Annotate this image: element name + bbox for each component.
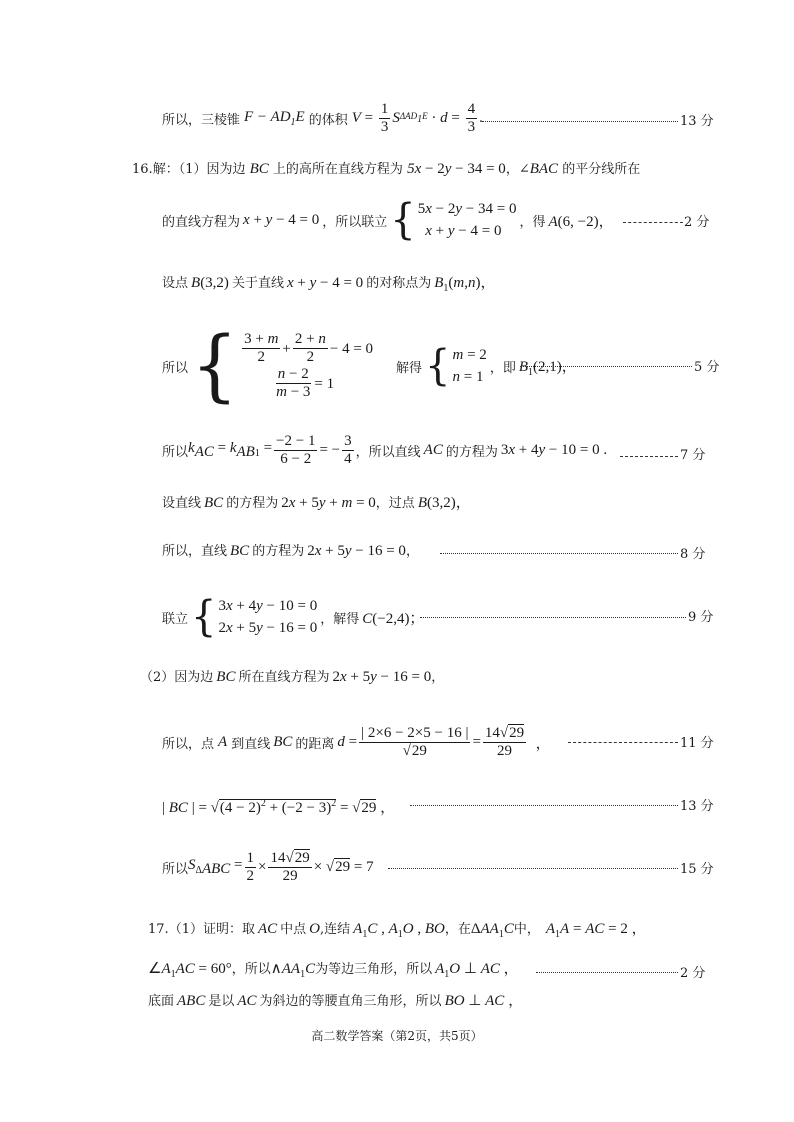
equilateral-line: $\angle A_1AC = 60^\circ$，所以$\wedge AA_1C$为等边三角形，所以 $A_1O$ ⊥ AC ， xyxy=(148,961,519,980)
system-line: 所以 { $\frac{3 + m}{2}$ + $\frac{2 + n}{2}$ − 4 = 0 $\frac{n - 2}{m - 3}$ = 1 解得 { m = 2 n = 1 ，即 $B_1(2,1)$， xyxy=(162,320,577,412)
page-footer: 高二数学答案（第2页，共5页） xyxy=(311,1029,483,1043)
volume-line: 所以，三棱锥 $F - AD_1E$ 的体积 V = $\frac{1}{3}$ S $\Delta AD_1E$ · d = $\frac{4}{3}$ . xyxy=(162,100,483,135)
point-a-line: 的直线方程为 x + y − 4 = 0 ，所以联立 { 5x − 2y − 34 = 0 x + y − 4 = 0 ，得 A(6, −2)， xyxy=(162,195,614,245)
problem-17-line: 17.（1）证明：取 AC 中点 O,连结 $A_1C$ , $A_1O$ , BO，在$\Delta AA_1C$中， $A_1A$ = AC = 2 ， xyxy=(148,921,647,940)
problem-16-line: 16.解：（1）因为边 BC 上的高所在直线方程为 5x − 2y − 34 = 0，∠BAC 的平分线所在 xyxy=(132,161,641,177)
part-2-line: （2）因为边 BC 所在直线方程为 2x + 5y − 16 = 0， xyxy=(140,669,445,685)
base-line: 底面 ABC 是以 AC 为斜边的等腰直角三角形，所以 BO ⊥ AC ， xyxy=(148,993,524,1009)
point-c-line: 联立 { 3x + 4y − 10 = 0 2x + 5y − 16 = 0 ，解得 C(−2,4)； xyxy=(162,592,425,642)
line-bc-assume: 设直线 BC 的方程为 2x + 5y + m = 0，过点 B(3,2)， xyxy=(162,495,471,511)
line-bc-result: 所以，直线 BC 的方程为 2x + 5y − 16 = 0， xyxy=(162,543,419,559)
line-ac-line: 所以 $k_{AC} = k_{AB1}$ = $\frac{-2 - 1}{6 - 2}$ = − $\frac{3}{4}$ ，所以直线 AC 的方程为 3x + 4y − 10 = 0 . xyxy=(162,432,608,467)
area-line: 所以 $S_{\Delta ABC}$ = $\frac{1}{2}$ × $\frac{14√29}{29}$ × √29 = 7 xyxy=(162,849,374,884)
distance-line: 所以，点 A 到直线 BC 的距离 d = $\frac{| 2\times 6 - 2\times 5 - 16 |}{√29}$ = $\frac{14√29}{29}$ ， xyxy=(162,724,551,759)
bc-length-line: | BC | = $√(4 - 2)^2 + (-2 - 3)^2 = √29$ ， xyxy=(162,798,396,816)
symmetric-point-line: 设点 B(3,2) 关于直线 x + y − 4 = 0 的对称点为 $B_1(m,n)$， xyxy=(162,275,496,294)
